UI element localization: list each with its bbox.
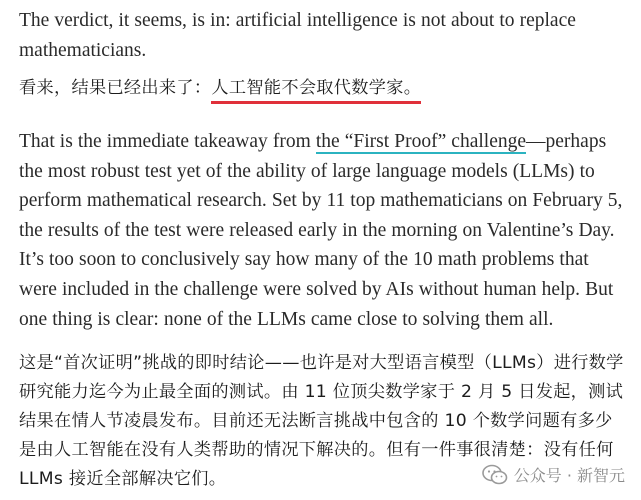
wechat-icon bbox=[482, 464, 508, 486]
paragraph-text: 这是“首次证明”挑战的即时结论——也许是对大型语言模型（LLMs）进行数学研究能力迄今为止最全面的测试。由 11 位顶尖数学家于 2 月 5 日发起，测试结果在情人节凌晨发布。目前还无法断言挑战中包含的 10 个数学问题有多少是由人工智能在没有人类帮助的情况下解决的。但有一件事很清楚：没有任何 LLMs 接近全部解决它们。 bbox=[19, 353, 624, 489]
paragraph-prefix: 看来，结果已经出来了： bbox=[19, 78, 212, 98]
first-proof-challenge-link[interactable]: the “First Proof” challenge bbox=[315, 131, 527, 152]
wechat-watermark bbox=[478, 461, 629, 488]
paragraph-text-before-link: That is the immediate takeaway from bbox=[19, 131, 316, 152]
paragraph-english-takeaway bbox=[19, 127, 631, 334]
paragraph-text-after-link: —perhaps the most robust test yet of the ability of large language models (LLMs) to perform mathematical research. Set by 11 top mathematicians on February 5, the results of the test were released early in the morning on Valentine’s Day. It’s too soon to conclusively say how many of the 10 math problems that were included in the challenge were solved by AIs without human help. But one thing is clear: none of the LLMs came close to solving them all. bbox=[19, 131, 623, 330]
watermark-text: 公众号 · 新智元 bbox=[513, 466, 625, 485]
paragraph-english-verdict bbox=[19, 6, 631, 65]
paragraph-chinese-verdict bbox=[19, 74, 625, 103]
highlighted-conclusion: 人工智能不会取代数学家。 bbox=[211, 78, 421, 104]
paragraph-text: The verdict, it seems, is in: artificial intelligence is not about to replace mathematicians. bbox=[19, 10, 576, 61]
